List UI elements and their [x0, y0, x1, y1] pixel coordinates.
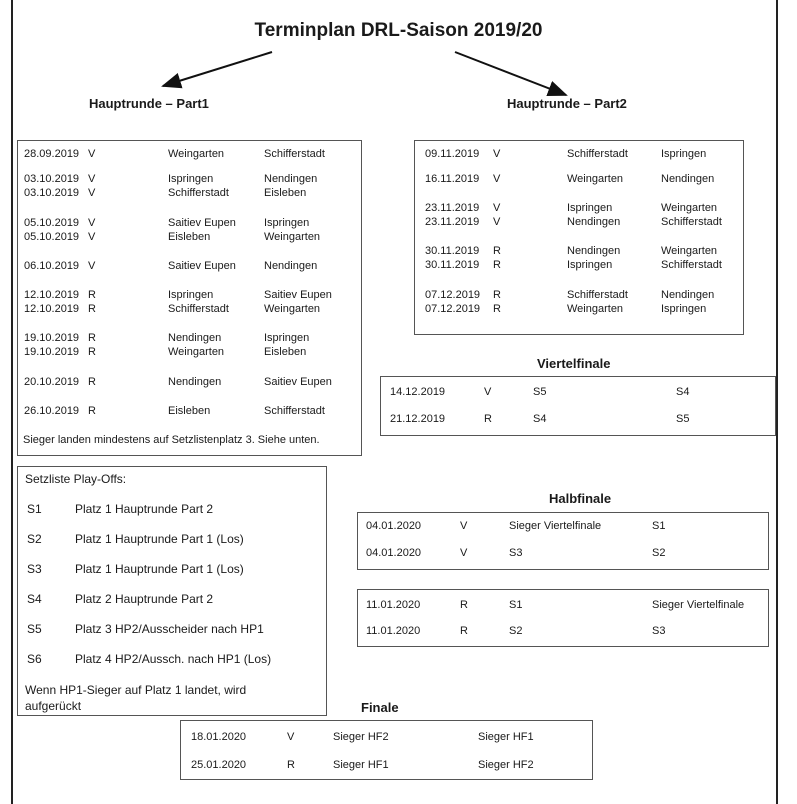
table-cell: R	[88, 332, 96, 344]
halbfinale-heading: Halbfinale	[549, 491, 612, 506]
setzliste-title: Setzliste Play-Offs:	[25, 472, 127, 486]
viertelfinale-heading: Viertelfinale	[537, 356, 611, 371]
table-cell: Sieger HF1	[333, 759, 389, 771]
table-cell: Ispringen	[661, 148, 707, 160]
table-cell: 03.10.2019	[24, 187, 80, 199]
table-cell: Sieger HF2	[478, 759, 534, 771]
table-cell: R	[460, 625, 468, 637]
table-cell: S3	[27, 562, 42, 576]
table-cell: 11.01.2020	[366, 625, 421, 637]
table-cell: Weingarten	[567, 303, 624, 315]
table-cell: Schifferstadt	[168, 303, 229, 315]
table-cell: 16.11.2019	[425, 173, 480, 185]
table-cell: 07.12.2019	[425, 303, 481, 315]
table-cell: Weingarten	[661, 202, 718, 214]
table-cell: 28.09.2019	[24, 148, 80, 160]
table-cell: 04.01.2020	[366, 520, 422, 532]
finale-heading: Finale	[361, 700, 399, 715]
table-cell: S1	[509, 599, 523, 611]
table-cell: Weingarten	[567, 173, 624, 185]
setzliste-note-line2: aufgerückt	[25, 699, 82, 713]
table-cell: Weingarten	[264, 303, 321, 315]
finale-table	[180, 720, 593, 780]
table-cell: 12.10.2019	[24, 289, 80, 301]
table-cell: 30.11.2019	[425, 259, 480, 271]
table-cell: V	[88, 148, 96, 160]
table-cell: V	[493, 216, 501, 228]
table-cell: Sieger Viertelfinale	[509, 520, 602, 532]
table-cell: S3	[652, 625, 666, 637]
table-cell: Nendingen	[168, 376, 222, 388]
table-cell: Ispringen	[168, 289, 214, 301]
table-cell: Saitiev Eupen	[168, 260, 236, 272]
table-cell: 19.10.2019	[24, 346, 80, 358]
table-cell: V	[493, 173, 501, 185]
table-cell: S2	[509, 625, 523, 637]
table-cell: Nendingen	[264, 173, 318, 185]
table-cell: Eisleben	[264, 346, 307, 358]
table-cell: S4	[533, 413, 547, 425]
table-cell: Ispringen	[168, 173, 214, 185]
table-cell: 26.10.2019	[24, 405, 80, 417]
viertelfinale-table	[380, 376, 776, 436]
table-cell: 05.10.2019	[24, 217, 80, 229]
table-cell: 04.01.2020	[366, 547, 422, 559]
table-cell: V	[493, 202, 501, 214]
table-cell: Nendingen	[168, 332, 222, 344]
table-cell: Eisleben	[264, 187, 307, 199]
table-cell: 12.10.2019	[24, 303, 80, 315]
table-cell: R	[493, 303, 501, 315]
table-cell: Sieger HF1	[478, 731, 534, 743]
table-cell: Ispringen	[567, 202, 613, 214]
table-cell: Nendingen	[567, 245, 621, 257]
table-cell: 19.10.2019	[24, 332, 80, 344]
table-cell: S1	[27, 502, 42, 516]
table-cell: R	[493, 245, 501, 257]
table-cell: Weingarten	[168, 148, 225, 160]
table-cell: Weingarten	[168, 346, 225, 358]
table-cell: Platz 1 Hauptrunde Part 1 (Los)	[75, 562, 244, 576]
table-cell: R	[484, 413, 492, 425]
table-cell: 23.11.2019	[425, 202, 480, 214]
table-cell: 09.11.2019	[425, 148, 480, 160]
table-cell: R	[88, 289, 96, 301]
table-cell: 05.10.2019	[24, 231, 80, 243]
table-cell: S2	[27, 532, 42, 546]
table-cell: Saitiev Eupen	[264, 289, 332, 301]
table-cell: R	[88, 405, 96, 417]
table-cell: V	[88, 217, 96, 229]
table-cell: Ispringen	[567, 259, 613, 271]
table-cell: Nendingen	[661, 289, 715, 301]
table-cell: 06.10.2019	[24, 260, 80, 272]
table-cell: 30.11.2019	[425, 245, 480, 257]
table-cell: R	[287, 759, 295, 771]
table-cell: 07.12.2019	[425, 289, 481, 301]
table-cell: Platz 1 Hauptrunde Part 1 (Los)	[75, 532, 244, 546]
table-cell: Schifferstadt	[264, 405, 325, 417]
table-cell: S4	[27, 592, 42, 606]
table-cell: R	[493, 289, 501, 301]
table-cell: Schifferstadt	[264, 148, 325, 160]
table-cell: S4	[676, 386, 690, 398]
table-cell: S5	[533, 386, 547, 398]
table-cell: Weingarten	[264, 231, 321, 243]
table-cell: S3	[509, 547, 523, 559]
halbfinale-table-2	[357, 589, 769, 647]
table-cell: V	[88, 173, 96, 185]
table-cell: V	[88, 231, 96, 243]
table-cell: Schifferstadt	[661, 259, 722, 271]
table-cell: Eisleben	[168, 405, 211, 417]
table-cell: S2	[652, 547, 666, 559]
arrow-right	[455, 52, 566, 95]
table-cell: Nendingen	[567, 216, 621, 228]
table-cell: Nendingen	[661, 173, 715, 185]
table-cell: V	[484, 386, 492, 398]
table-cell: S6	[27, 652, 42, 666]
table-cell: 18.01.2020	[191, 731, 247, 743]
table-cell: V	[88, 260, 96, 272]
table-cell: Ispringen	[661, 303, 707, 315]
page-title: Terminplan DRL-Saison 2019/20	[254, 20, 543, 41]
arrow-left	[163, 52, 272, 86]
table-cell: R	[88, 303, 96, 315]
table-cell: Ispringen	[264, 217, 310, 229]
table-cell: V	[460, 520, 468, 532]
table-cell: Schifferstadt	[168, 187, 229, 199]
table-cell: V	[88, 187, 96, 199]
table-cell: Nendingen	[264, 260, 318, 272]
table-cell: Schifferstadt	[661, 216, 722, 228]
table-cell: V	[287, 731, 295, 743]
table-cell: Platz 2 Hauptrunde Part 2	[75, 592, 214, 606]
table-cell: Eisleben	[168, 231, 211, 243]
table-cell: 11.01.2020	[366, 599, 421, 611]
table-cell: V	[460, 547, 468, 559]
table-cell: 25.01.2020	[191, 759, 247, 771]
hp2-heading: Hauptrunde – Part2	[507, 96, 627, 111]
table-cell: S1	[652, 520, 666, 532]
table-cell: 21.12.2019	[390, 413, 446, 425]
table-cell: Schifferstadt	[567, 148, 628, 160]
table-cell: Sieger Viertelfinale	[652, 599, 745, 611]
table-cell: Saitiev Eupen	[264, 376, 332, 388]
table-cell: R	[88, 376, 96, 388]
table-cell: 23.11.2019	[425, 216, 480, 228]
table-cell: Saitiev Eupen	[168, 217, 236, 229]
table-cell: Sieger HF2	[333, 731, 389, 743]
table-cell: R	[460, 599, 468, 611]
table-cell: Schifferstadt	[567, 289, 628, 301]
table-cell: R	[88, 346, 96, 358]
table-cell: Ispringen	[264, 332, 310, 344]
setzliste-note-line1: Wenn HP1-Sieger auf Platz 1 landet, wird	[25, 683, 247, 697]
hp1-note: Sieger landen mindestens auf Setzlistenplatz 3. Siehe unten.	[23, 434, 320, 446]
table-cell: Platz 3 HP2/Ausscheider nach HP1	[75, 622, 264, 636]
table-cell: 03.10.2019	[24, 173, 80, 185]
table-cell: Weingarten	[661, 245, 718, 257]
table-cell: Platz 4 HP2/Aussch. nach HP1 (Los)	[75, 652, 272, 666]
table-cell: 20.10.2019	[24, 376, 80, 388]
table-cell: Platz 1 Hauptrunde Part 2	[75, 502, 214, 516]
table-cell: S5	[676, 413, 690, 425]
table-cell: S5	[27, 622, 42, 636]
hp1-heading: Hauptrunde – Part1	[89, 96, 209, 111]
table-cell: V	[493, 148, 501, 160]
table-cell: R	[493, 259, 501, 271]
table-cell: 14.12.2019	[390, 386, 446, 398]
